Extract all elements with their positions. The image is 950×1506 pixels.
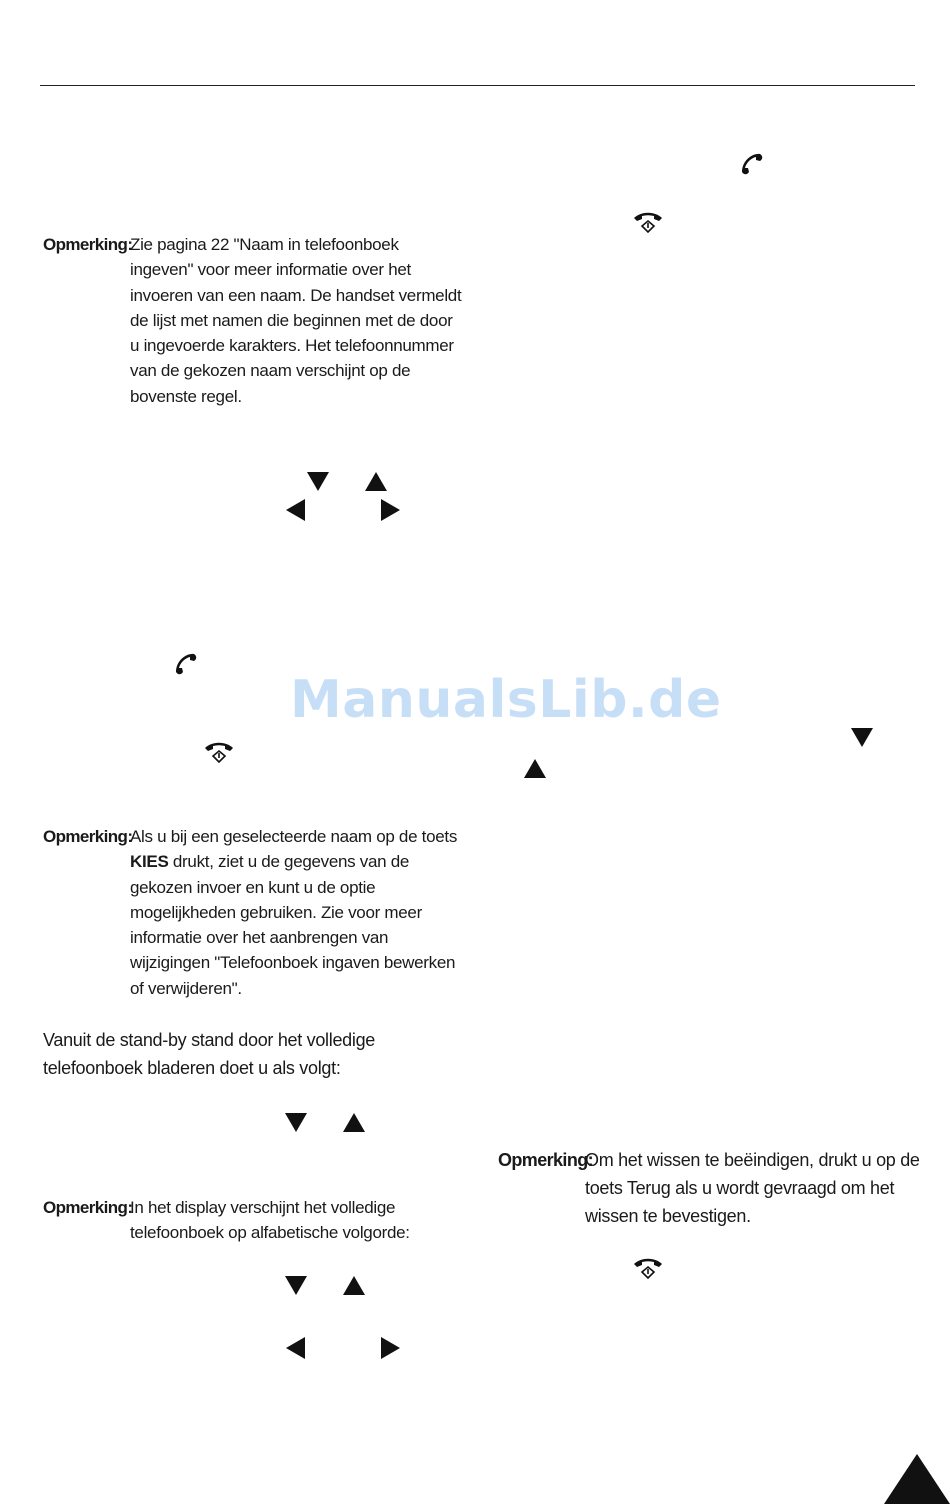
note-line: wissen te bevestigen.: [585, 1206, 751, 1226]
triangle-down-icon: [285, 1276, 307, 1295]
handset-send-icon: [174, 652, 200, 676]
note-body: [585, 1146, 925, 1230]
note-line: u ingevoerde karakters. Het telefoonnummer: [130, 336, 454, 356]
note-body: [130, 232, 460, 409]
note-line-rest: drukt, ziet u de gegevens van de: [168, 852, 410, 872]
triangle-up-icon: [343, 1276, 365, 1295]
intro-paragraph: [43, 1027, 375, 1082]
triangle-up-icon: [524, 759, 546, 778]
note-body: [130, 824, 460, 1001]
note-line: bovenste regel.: [130, 386, 242, 406]
note-line: van de gekozen naam verschijnt op de: [130, 361, 411, 381]
note-line: informatie over het aanbrengen van: [130, 928, 389, 948]
paragraph-line: telefoonboek bladeren doet u als volgt:: [43, 1057, 341, 1078]
triangle-up-icon: [365, 472, 387, 491]
handset-end-icon: [633, 210, 663, 234]
note-line: toets Terug als u wordt gevraagd om het: [585, 1178, 895, 1198]
note-line: de lijst met namen die beginnen met de door: [130, 310, 453, 330]
note-label: Opmerking:: [43, 235, 133, 254]
note-line: [130, 849, 460, 874]
triangle-down-icon: [307, 472, 329, 491]
triangle-left-icon: [286, 499, 305, 521]
handset-end-icon: [204, 740, 234, 764]
next-page-icon[interactable]: [884, 1454, 950, 1504]
header-rule: [40, 85, 915, 86]
note-line: Als u bij een geselecteerde naam op de toets: [130, 827, 458, 846]
note-line: In het display verschijnt het volledige: [130, 1198, 396, 1217]
triangle-down-icon: [851, 728, 873, 747]
note-line: wijzigingen "Telefoonboek ingaven bewerken: [130, 953, 456, 973]
note-label: Opmerking:: [43, 827, 133, 846]
note-body: [130, 1195, 460, 1246]
note-line: of verwijderen".: [130, 978, 242, 998]
note-line: invoeren van een naam. De handset vermeldt: [130, 285, 462, 305]
watermark: ManualsLib.de: [290, 670, 722, 730]
handset-send-icon: [740, 152, 766, 176]
paragraph-line: Vanuit de stand-by stand door het volledige: [43, 1030, 376, 1050]
note-line: gekozen invoer en kunt u de optie: [130, 877, 376, 897]
triangle-right-icon: [381, 499, 400, 521]
note-line: telefoonboek op alfabetische volgorde:: [130, 1223, 410, 1243]
triangle-right-icon: [381, 1337, 400, 1359]
note-line: mogelijkheden gebruiken. Zie voor meer: [130, 902, 422, 922]
key-kies: KIES: [130, 852, 169, 872]
note-line: Zie pagina 22 "Naam in telefoonboek: [130, 235, 399, 254]
note-line: Om het wissen te beëindigen, drukt u op de: [585, 1150, 920, 1170]
note-label: Opmerking:: [498, 1150, 594, 1170]
handset-end-icon: [633, 1256, 663, 1280]
triangle-up-icon: [343, 1113, 365, 1132]
triangle-down-icon: [285, 1113, 307, 1132]
note-line: ingeven" voor meer informatie over het: [130, 260, 411, 280]
triangle-left-icon: [286, 1337, 305, 1359]
note-label: Opmerking:: [43, 1198, 133, 1217]
